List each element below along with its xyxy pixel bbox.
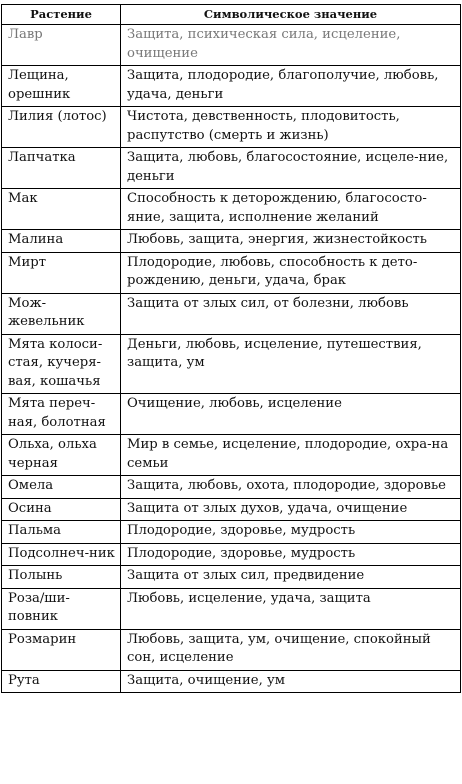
table-row — [2, 498, 461, 521]
plant-name-cell: Полынь — [2, 566, 121, 589]
table-body — [2, 25, 461, 693]
plant-name-cell: Мак — [2, 189, 121, 230]
plant-name-cell: Осина — [2, 498, 121, 521]
header-plant: Растение — [2, 5, 121, 25]
table-row — [2, 107, 461, 148]
symbolic-meaning-cell: Любовь, защита, ум, очищение, спокойный сон, исцеление — [121, 629, 461, 670]
symbolic-meaning-cell: Любовь, исцеление, удача, защита — [121, 588, 461, 629]
symbolic-meaning-cell: Очищение, любовь, исцеление — [121, 394, 461, 435]
plant-name-cell: Роза/ши-повник — [2, 588, 121, 629]
table-header-row — [2, 5, 461, 25]
symbolic-meaning-cell: Защита, плодородие, благополучие, любовь, удача, деньги — [121, 66, 461, 107]
plant-name-cell: Розмарин — [2, 629, 121, 670]
table-row — [2, 189, 461, 230]
table-row — [2, 566, 461, 589]
plant-name-cell: Лавр — [2, 25, 121, 66]
symbolic-meaning-cell: Защита от злых сил, предвидение — [121, 566, 461, 589]
plant-name-cell: Лилия (лотос) — [2, 107, 121, 148]
table-row — [2, 25, 461, 66]
symbolic-meaning-cell: Защита, психическая сила, исцеление, очищение — [121, 25, 461, 66]
symbolic-meaning-cell: Защита, любовь, охота, плодородие, здоровье — [121, 476, 461, 499]
plant-symbolism-table — [1, 4, 461, 693]
table-row — [2, 588, 461, 629]
table-row — [2, 435, 461, 476]
plant-name-cell: Омела — [2, 476, 121, 499]
table-row — [2, 670, 461, 693]
plant-name-cell: Мирт — [2, 252, 121, 293]
symbolic-meaning-cell: Защита от злых сил, от болезни, любовь — [121, 293, 461, 334]
plant-name-cell: Малина — [2, 230, 121, 253]
symbolic-meaning-cell: Деньги, любовь, исцеление, путешествия, защита, ум — [121, 334, 461, 394]
symbolic-meaning-cell: Защита, любовь, благосостояние, исцеле-ние, деньги — [121, 148, 461, 189]
symbolic-meaning-cell: Плодородие, любовь, способность к дето-рождению, деньги, удача, брак — [121, 252, 461, 293]
plant-name-cell: Лапчатка — [2, 148, 121, 189]
table-row — [2, 148, 461, 189]
plant-name-cell: Лещина, орешник — [2, 66, 121, 107]
symbolic-meaning-cell: Любовь, защита, энергия, жизнестойкость — [121, 230, 461, 253]
plant-name-cell: Пальма — [2, 521, 121, 544]
plant-name-cell: Мож-жевельник — [2, 293, 121, 334]
table-row — [2, 66, 461, 107]
plant-name-cell: Рута — [2, 670, 121, 693]
table-row — [2, 476, 461, 499]
symbolic-meaning-cell: Плодородие, здоровье, мудрость — [121, 543, 461, 566]
plant-name-cell: Мята переч-ная, болотная — [2, 394, 121, 435]
table-row — [2, 629, 461, 670]
table-row — [2, 521, 461, 544]
table-row — [2, 543, 461, 566]
table-row — [2, 252, 461, 293]
symbolic-meaning-cell: Плодородие, здоровье, мудрость — [121, 521, 461, 544]
plant-name-cell: Мята колоси-стая, кучеря-вая, кошачья — [2, 334, 121, 394]
symbolic-meaning-cell: Мир в семье, исцеление, плодородие, охра-на семьи — [121, 435, 461, 476]
symbolic-meaning-cell: Защита от злых духов, удача, очищение — [121, 498, 461, 521]
table-row — [2, 293, 461, 334]
table-row — [2, 230, 461, 253]
header-meaning: Символическое значение — [121, 5, 461, 25]
table-row — [2, 334, 461, 394]
plant-name-cell: Ольха, ольха черная — [2, 435, 121, 476]
symbolic-meaning-cell: Чистота, девственность, плодовитость, распутство (смерть и жизнь) — [121, 107, 461, 148]
table-row — [2, 394, 461, 435]
symbolic-meaning-cell: Защита, очищение, ум — [121, 670, 461, 693]
plant-name-cell: Подсолнеч-ник — [2, 543, 121, 566]
symbolic-meaning-cell: Способность к деторождению, благососто-яние, защита, исполнение желаний — [121, 189, 461, 230]
